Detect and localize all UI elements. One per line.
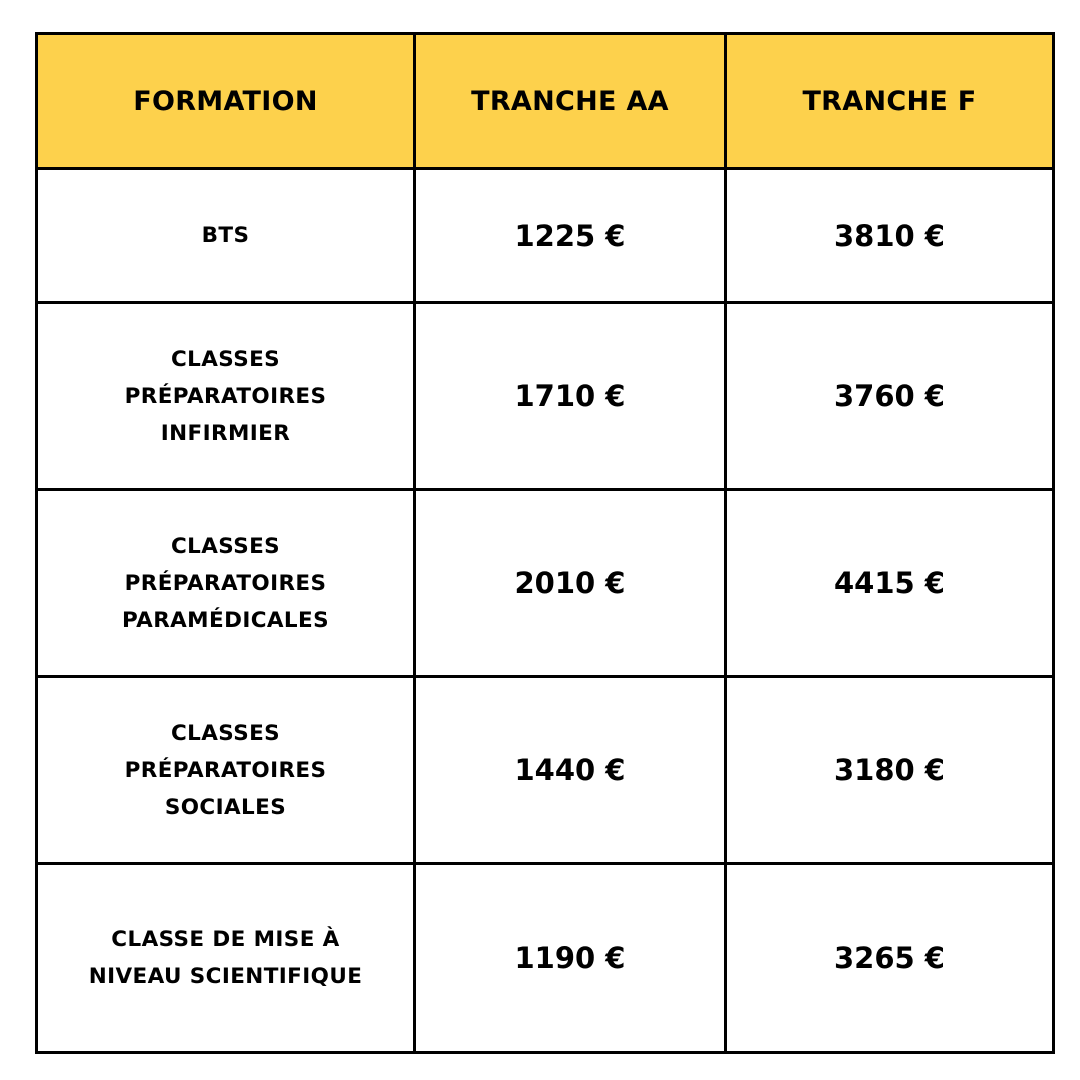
formation-line: PRÉPARATOIRES: [124, 757, 327, 783]
formation-cell: [37, 169, 415, 303]
header-formation: FORMATION: [37, 34, 415, 169]
tranche-f-cell: 3265 €: [726, 864, 1054, 1053]
header-row: [37, 34, 1054, 169]
tranche-aa-cell: 1440 €: [415, 677, 726, 864]
formation-line: PARAMÉDICALES: [121, 607, 330, 633]
tranche-aa-cell: 2010 €: [415, 490, 726, 677]
tranche-f-cell: 3760 €: [726, 303, 1054, 490]
tranche-aa-cell: 1225 €: [415, 169, 726, 303]
table-row: [37, 677, 1054, 864]
tranche-aa-cell: 1710 €: [415, 303, 726, 490]
formation-line: BTS: [201, 223, 250, 248]
table-row: [37, 490, 1054, 677]
pricing-table: [35, 32, 1055, 1054]
header-tranche-f: TRANCHE F: [726, 34, 1054, 169]
formation-line: CLASSES: [170, 533, 281, 559]
tranche-f-cell: 3810 €: [726, 169, 1054, 303]
tranche-f-cell: 3180 €: [726, 677, 1054, 864]
table-row: [37, 864, 1054, 1053]
formation-line: CLASSE DE MISE À: [111, 927, 340, 952]
tranche-aa-cell: 1190 €: [415, 864, 726, 1053]
formation-cell: [37, 677, 415, 864]
formation-line: SOCIALES: [164, 794, 287, 820]
formation-line: PRÉPARATOIRES: [124, 570, 327, 596]
formation-cell: [37, 490, 415, 677]
formation-line: INFIRMIER: [160, 420, 291, 446]
formation-line: PRÉPARATOIRES: [124, 383, 327, 409]
formation-line: NIVEAU SCIENTIFIQUE: [88, 964, 363, 989]
formation-line: CLASSES: [170, 346, 281, 372]
table-row: [37, 303, 1054, 490]
formation-line: CLASSES: [170, 720, 281, 746]
tranche-f-cell: 4415 €: [726, 490, 1054, 677]
formation-cell: [37, 864, 415, 1053]
table-row: [37, 169, 1054, 303]
formation-cell: [37, 303, 415, 490]
header-tranche-aa: TRANCHE AA: [415, 34, 726, 169]
